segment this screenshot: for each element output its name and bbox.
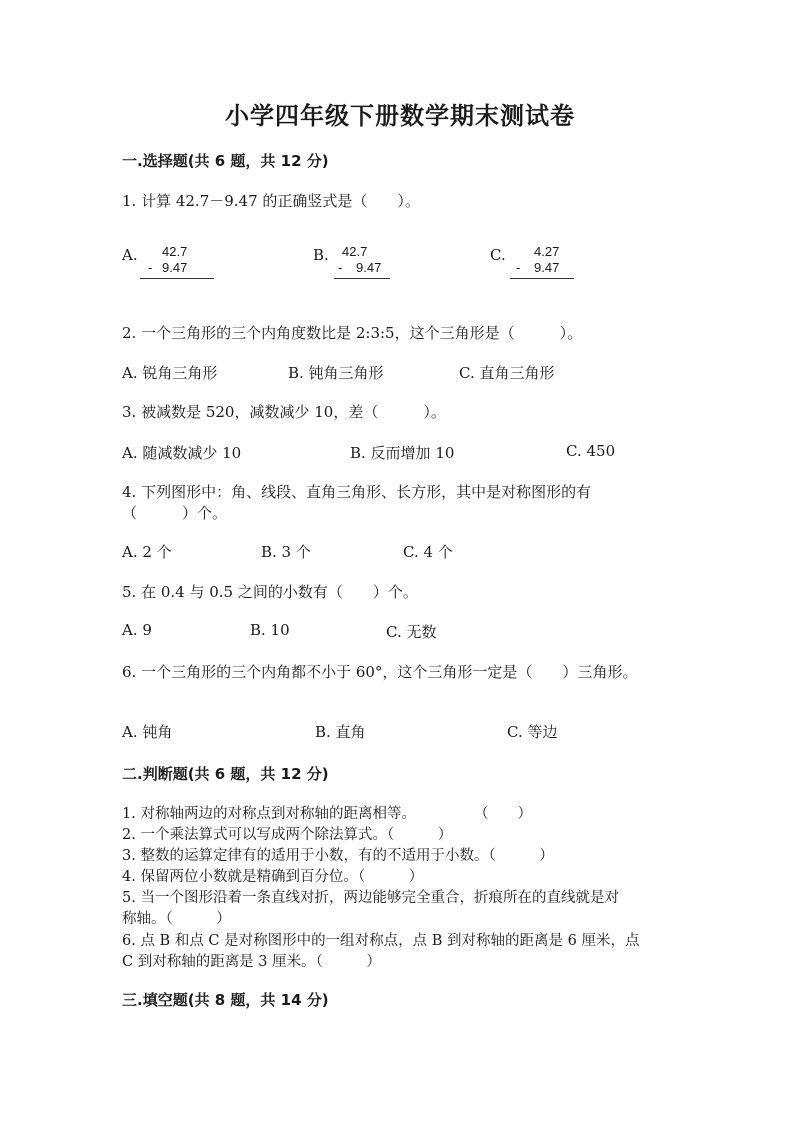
q4-option-c: C. 4 个: [403, 543, 453, 561]
q1-option-c-calc: [510, 244, 600, 280]
judge-item-1: 1. 对称轴两边的对称点到对称轴的距离相等。 （ ）: [122, 806, 532, 822]
judge-item-2: 2. 一个乘法算式可以写成两个除法算式。（ ）: [122, 827, 453, 843]
q4-option-a: A. 2 个: [122, 543, 172, 561]
q6-option-c: C. 等边: [507, 723, 558, 741]
q1-option-a-label: A.: [122, 246, 138, 264]
q6-option-b: B. 直角: [315, 723, 366, 741]
calc-bottom-number: 9.47: [356, 260, 382, 275]
calc-underline: [334, 278, 390, 279]
page-title: 小学四年级下册数学期末测试卷: [225, 102, 575, 130]
q1-option-b-label: B.: [313, 246, 329, 264]
calc-underline: [510, 278, 574, 279]
q5-option-c: C. 无数: [386, 623, 437, 641]
question-3: 3. 被减数是 520，减数减少 10，差（ ）。: [122, 403, 446, 421]
q2-option-a: A. 锐角三角形: [122, 364, 218, 382]
calc-bottom-number: 9.47: [534, 260, 560, 275]
q2-option-b: B. 钝角三角形: [288, 364, 384, 382]
question-6: 6. 一个三角形的三个内角都不小于 60°，这个三角形一定是（ ）三角形。: [122, 663, 638, 681]
judge-item-6-line-2: C 到对称轴的距离是 3 厘米。（ ）: [122, 954, 381, 970]
minus-sign: -: [148, 260, 153, 275]
calc-top-number: 4.27: [534, 244, 560, 259]
q3-option-b: B. 反而增加 10: [350, 444, 455, 462]
q3-option-c: C. 450: [566, 442, 616, 460]
calc-top-number: 42.7: [162, 244, 188, 259]
minus-sign: -: [338, 260, 343, 275]
question-1: 1. 计算 42.7－9.47 的正确竖式是（ ）。: [122, 192, 420, 210]
judge-item-6-line-1: 6. 点 B 和点 C 是对称图形中的一组对称点，点 B 到对称轴的距离是 6 厘米，点: [122, 933, 640, 949]
calc-underline: [140, 278, 214, 279]
judge-item-5-line-2: 称轴。（ ）: [122, 911, 231, 927]
q1-option-a-calc: [140, 244, 230, 280]
calc-top-number: 42.7: [342, 244, 368, 259]
question-5: 5. 在 0.4 与 0.5 之间的小数有（ ）个。: [122, 583, 418, 601]
minus-sign: -: [516, 260, 521, 275]
q2-option-c: C. 直角三角形: [459, 364, 555, 382]
judge-item-3: 3. 整数的运算定律有的适用于小数，有的不适用于小数。（ ）: [122, 848, 554, 864]
calc-bottom-number: 9.47: [162, 260, 188, 275]
section-heading-choice: 一.选择题(共 6 题，共 12 分): [122, 152, 329, 170]
judge-item-4: 4. 保留两位小数就是精确到百分位。（ ）: [122, 869, 424, 885]
judge-item-5-line-1: 5. 当一个图形沿着一条直线对折，两边能够完全重合，折痕所在的直线就是对: [122, 890, 619, 906]
question-4-line-2: （ ）个。: [122, 504, 228, 522]
section-heading-judge: 二.判断题(共 6 题，共 12 分): [122, 765, 329, 783]
q5-option-b: B. 10: [250, 621, 290, 639]
q6-option-a: A. 钝角: [122, 723, 173, 741]
question-4-line-1: 4. 下列图形中：角、线段、直角三角形、长方形，其中是对称图形的有: [122, 483, 592, 501]
q4-option-b: B. 3 个: [261, 543, 311, 561]
q5-option-a: A. 9: [122, 621, 152, 639]
q1-option-c-label: C.: [490, 246, 506, 264]
question-2: 2. 一个三角形的三个内角度数比是 2:3:5，这个三角形是（ ）。: [122, 324, 583, 342]
q1-option-b-calc: [334, 244, 424, 280]
q3-option-a: A. 随减数减少 10: [122, 444, 242, 462]
section-heading-fill: 三.填空题(共 8 题，共 14 分): [122, 991, 329, 1009]
